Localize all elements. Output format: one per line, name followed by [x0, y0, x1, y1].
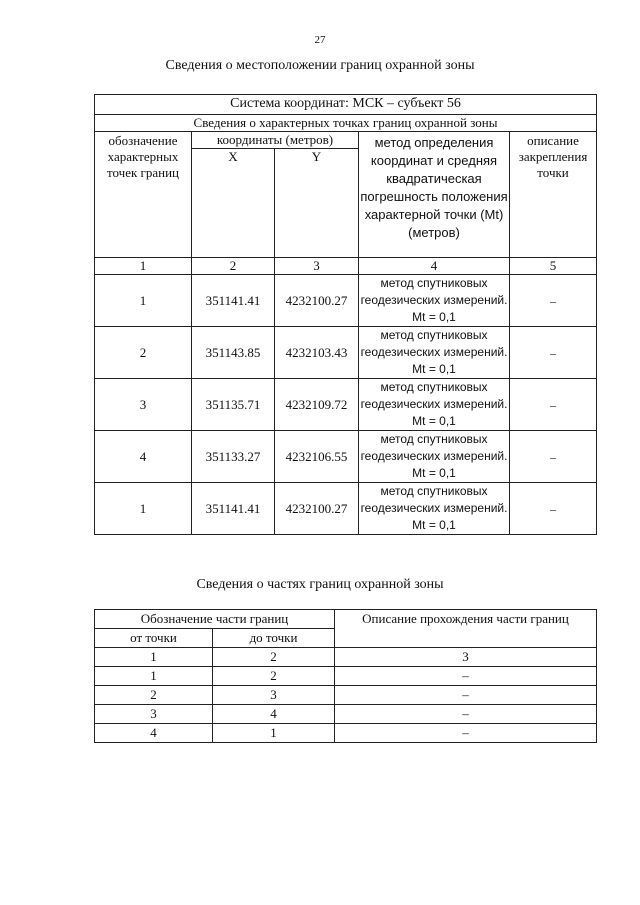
table-row	[95, 667, 597, 686]
fixing-text: –	[510, 483, 597, 535]
col-number: 3	[335, 648, 597, 667]
fixing-text: –	[510, 275, 597, 327]
part-description: –	[335, 667, 597, 686]
method-text: метод спутниковых геодезических измерений. Mt = 0,1	[359, 275, 510, 327]
to-point: 4	[213, 705, 335, 724]
part-description: –	[335, 686, 597, 705]
boundary-points-table	[94, 94, 597, 535]
point-id: 3	[95, 379, 192, 431]
header-x: X	[192, 149, 275, 258]
col-number: 1	[95, 258, 192, 275]
part-description: –	[335, 705, 597, 724]
table-row	[95, 275, 597, 327]
y-coordinate: 4232100.27	[275, 275, 359, 327]
x-coordinate: 351141.41	[192, 275, 275, 327]
point-id: 4	[95, 431, 192, 483]
characteristics-cell: Сведения о характерных точках границ охранной зоны	[95, 115, 597, 132]
method-text: метод спутниковых геодезических измерений. Mt = 0,1	[359, 431, 510, 483]
from-point: 3	[95, 705, 213, 724]
header-description: Описание прохождения части границ	[335, 610, 597, 648]
header-method: метод определения координат и средняя квадратическая погрешность положения характерной точки (Mt) (метров)	[359, 132, 510, 258]
method-text: метод спутниковых геодезических измерений. Mt = 0,1	[359, 379, 510, 431]
table-row	[95, 483, 597, 535]
col-number: 4	[359, 258, 510, 275]
x-coordinate: 351143.85	[192, 327, 275, 379]
fixing-text: –	[510, 327, 597, 379]
table-row	[95, 327, 597, 379]
method-text: метод спутниковых геодезических измерений. Mt = 0,1	[359, 327, 510, 379]
x-coordinate: 351133.27	[192, 431, 275, 483]
y-coordinate: 4232103.43	[275, 327, 359, 379]
col-number: 2	[192, 258, 275, 275]
section1-title: Сведения о местоположении границ охранной зоны	[165, 58, 475, 73]
point-id: 1	[95, 483, 192, 535]
y-coordinate: 4232109.72	[275, 379, 359, 431]
x-coordinate: 351141.41	[192, 483, 275, 535]
col-number: 3	[275, 258, 359, 275]
point-id: 1	[95, 275, 192, 327]
fixing-text: –	[510, 431, 597, 483]
header-coordinates: координаты (метров)	[192, 132, 359, 149]
section2-title: Сведения о частях границ охранной зоны	[196, 577, 444, 592]
to-point: 2	[213, 667, 335, 686]
header-point-designation: обозначение характерных точек границ	[95, 132, 192, 258]
part-description: –	[335, 724, 597, 743]
coordinate-system-cell: Система координат: МСК – субъект 56	[95, 95, 597, 115]
table-row	[95, 686, 597, 705]
page-number: 27	[314, 34, 326, 46]
header-designation: Обозначение части границ	[95, 610, 335, 629]
from-point: 2	[95, 686, 213, 705]
boundary-parts-table	[94, 609, 597, 743]
table-row	[95, 431, 597, 483]
to-point: 1	[213, 724, 335, 743]
header-fixing: описание закрепления точки	[510, 132, 597, 258]
x-coordinate: 351135.71	[192, 379, 275, 431]
table-row	[95, 724, 597, 743]
method-text: метод спутниковых геодезических измерений. Mt = 0,1	[359, 483, 510, 535]
point-id: 2	[95, 327, 192, 379]
col-number: 5	[510, 258, 597, 275]
table-row	[95, 379, 597, 431]
y-coordinate: 4232100.27	[275, 483, 359, 535]
y-coordinate: 4232106.55	[275, 431, 359, 483]
col-number: 2	[213, 648, 335, 667]
header-to: до точки	[213, 629, 335, 648]
to-point: 3	[213, 686, 335, 705]
header-y: Y	[275, 149, 359, 258]
table-row	[95, 705, 597, 724]
header-from: от точки	[95, 629, 213, 648]
fixing-text: –	[510, 379, 597, 431]
col-number: 1	[95, 648, 213, 667]
from-point: 4	[95, 724, 213, 743]
from-point: 1	[95, 667, 213, 686]
